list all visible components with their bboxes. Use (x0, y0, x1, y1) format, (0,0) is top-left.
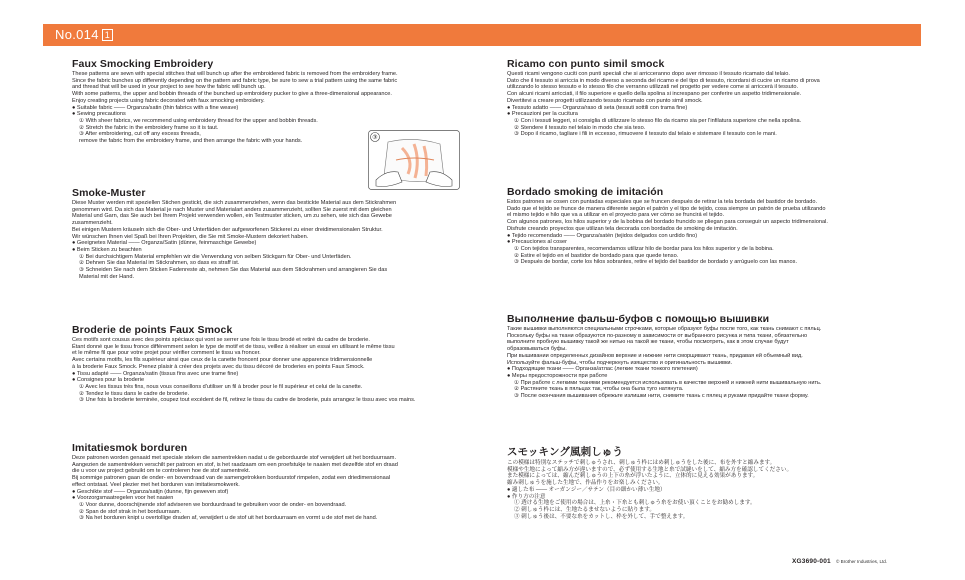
precaution-step: ③ Dopo il ricamo, tagliare i fili in eccesso, rimuovere il tessuto dal telaio e sistemare il tessuto con le mani. (514, 131, 777, 138)
precaution-step: ① Bei durchsichtigem Material empfehlen wir die Verwendung von selben Stickgarn für Ober- und Unterfäden. (79, 253, 352, 260)
section-title: スモッキング風刺しゅう (507, 446, 623, 458)
section-title: Ricamo con punto simil smock (507, 58, 665, 70)
section-title: Bordado smoking de imitación (507, 186, 664, 198)
body-text-line: Bei einigen Mustern kräuseln sich die Ober- und Unterfäden der aufgeworfenen Stickerei zu einer dreidimensionalen Struktur. (72, 226, 383, 233)
section-spanish (507, 186, 899, 266)
precaution-step: ② 刺しゅう枠には、生地たるませないように貼ります。 (514, 506, 655, 513)
precaution-step: ① 透ける生地をご使用の場合は、上糸・下糸とも刺しゅう糸をお使い頂くことをお勧めします。 (514, 500, 756, 507)
precaution-step: ③ Después de bordar, corte los hilos sobrantes, retire el tejido del bastidor de bordado y arrúguelo con las manos. (514, 259, 797, 266)
section-title: Imitatiesmok borduren (72, 442, 188, 454)
body-text-line: Используйте фальш-буфы, чтобы подчеркнуть изящество и оригинальность вышивки. (507, 359, 733, 366)
body-text-line: Enjoy creating projects using fabric decorated with faux smocking embroidery. (72, 97, 265, 104)
body-text-line: 縮み刺しゅうを施した生地で、作品作りをお楽しみください。 (507, 480, 664, 487)
precaution-step: ② Tendez le tissu dans le cadre de broderie. (79, 390, 190, 397)
precaution-step: ② Span de stof strak in het borduurraam. (79, 508, 182, 515)
precaution-step: ② Dehnen Sie das Material im Stickrahmen, so dass es straff ist. (79, 260, 240, 267)
body-text-line: et le même fil que pour votre projet pour vérifier comment le tissu va froncer. (72, 350, 261, 357)
precaution-step: Material mit der Hand. (79, 273, 135, 280)
step-marker-label: ③ (372, 135, 378, 141)
precaution-step: ② Растяните ткань в пяльцах так, чтобы она была туго натянута. (514, 386, 684, 393)
body-text-line: Deze patronen worden genaaid met speciale steken die samentrekken nadat u de geborduurde stof verwijdert uit het borduurraam. (72, 455, 397, 461)
document-code: XG3690-001 (792, 558, 831, 565)
precaution-step: ① Avec les tissus très fins, nous vous conseillons d'utiliser un fil à broder pour le fil supérieur et celui de la canette. (79, 383, 363, 390)
body-text-line: Divertitevi a creare progetti utilizzando tessuto ricamato con punto simil smock. (507, 97, 703, 104)
body-text-line: Avec certains motifs, les fils supérieur ainsi que ceux de la canette froncent pour donner une apparence tridimensionnelle (72, 357, 373, 364)
body-text-line: この模様は特別なステッチで刺しゅうされ、刺しゅう枠にはめ刺しゅうをした後に、布を外すと縮みます。 (507, 460, 776, 466)
precautions-heading: ● Precauzioni per la cucitura (507, 111, 578, 118)
section-russian (507, 313, 899, 400)
body-text-line: Dado que el tejido se frunce de manera diferente según el patrón y el tipo de tejido, cosa siempre un patrón de prueba utilizando (507, 205, 826, 212)
body-text-line: Con algunos patrones, los hilos superior y de la bobina del bordado fruncido se pliegan para conseguir un aspecto tridimensional. (507, 219, 828, 226)
body-text-line: Dato che il tessuto si arriccia in modo diverso a seconda del ricamo e del tipo di tessuto, ricordarsi di cucire un ricamo di prova (507, 77, 820, 84)
body-text-line: Estos patrones se cosen con puntadas especiales que se fruncen después de retirar la tela bordada del bastidor de bordado. (507, 199, 818, 205)
bunched-fabric-illustration (368, 130, 460, 190)
page-number-label: No.014 1 (55, 27, 113, 42)
body-text-line: Поскольку буфы на ткани образуются по-разному в зависимости от выбранного рисунка и типа ткани, обязательно (507, 332, 808, 339)
body-text-line: Wir wünschen Ihnen viel Spaß bei Ihren Projekten, die Sie mit Smoke-Mustern dekoriert haben. (72, 233, 309, 240)
body-text-line: Такие вышивки выполняются специальными строчками, которые образуют буфы после того, как ткань снимают с пяльц. (507, 326, 822, 332)
section-german (72, 187, 464, 280)
body-text-line: With some patterns, the upper and bobbin threads of the bunched up embroidery pucker to give a three-dimensional appearance. (72, 91, 392, 98)
section-french (72, 324, 464, 404)
precaution-step: ① Con tejidos transparentes, recomendamos utilizar hilo de bordar para los hilos superior y de la bobina. (514, 245, 774, 252)
body-text-line: Disfrute creando proyectos que utilizan tela decorada con bordados de smoking de imitación. (507, 225, 738, 232)
copyright-notice: © Brother Industries, Ltd. (836, 559, 888, 564)
section-japanese (507, 444, 899, 520)
suitable-fabric-line: ● Tessuto adatto —— Organza/raso di seta (tessuti sottili con trama fine) (507, 104, 688, 111)
body-text-line: 模様や生地によって縮み方が違いますので、必ず使用する生地と糸で試縫いをして、縮み方を確認してください。 (507, 466, 793, 473)
precaution-step: remove the fabric from the embroidery frame, and then arrange the fabric with your hands. (79, 138, 303, 145)
suitable-fabric-line: ● Geeignetes Material —— Organza/Satin (dünne, feinmaschige Gewebe) (72, 240, 257, 247)
body-text-line: Con alcuni ricami arricciati, il filo superiore e quello della spolina si increspano per conferire un aspetto tridimensionale. (507, 91, 802, 98)
body-text-line: effect ontstaat. Veel plezier met het borduren van imitatiesmokwerk. (72, 481, 240, 488)
precaution-step: ① При работе с легкими тканями рекомендуется использовать в качестве верхней и нижней нити вышивальную нить. (514, 379, 822, 386)
body-text-line: el mismo tejido e hilo que va a utilizar en el proyecto para ver cómo se fruncirá el tejido. (507, 212, 725, 219)
body-text-line: Diese Muster werden mit speziellen Stichen gestickt, die sich zusammenziehen, wenn das bestickte Material aus dem Stickrahmen (72, 200, 397, 206)
suitable-fabric-line: ● Подходящие ткани —— Органза/атлас (легкие ткани тонкого плетения) (507, 366, 698, 373)
precaution-step: ① Con i tessuti leggeri, si consiglia di utilizzare lo stesso filo da ricamo sia per l'infilatura superiore che nella spolina. (514, 117, 802, 124)
precaution-step: ③ Schneiden Sie nach dem Sticken Fadenreste ab, nehmen Sie das Material aus dem Stickrahmen und arrangieren Sie das (79, 267, 388, 274)
page-box-label: 1 (102, 29, 113, 41)
precautions-heading: ● Beim Sticken zu beachten (72, 246, 142, 253)
body-text-line: Étant donné que le tissu fronce différemment selon le type de motif et de tissu, veillez à réaliser un essai en utilisant le même tissu (72, 343, 395, 350)
body-text-line: die u voor uw project gebruikt om te controleren hoe de stof samentrekt. (72, 468, 251, 475)
precautions-heading: ● 作り方の注意 (507, 493, 546, 500)
precaution-step: ② Stendere il tessuto nel telaio in modo che sia teso. (514, 124, 646, 131)
suitable-fabric-line: ● Geschikte stof —— Organza/satijn (dunne, fijn geweven stof) (72, 488, 229, 495)
body-text-line: These patterns are sewn with special stitches that will bunch up after the embroidered fabric is removed from the embroidery frame. (72, 71, 398, 77)
body-text-line: Since the fabric bunches up differently depending on the pattern and fabric type, be sure to sew a trial pattern using the same fabric (72, 77, 398, 84)
precautions-heading: ● Consignes pour la broderie (72, 377, 145, 384)
section-dutch (72, 442, 464, 522)
page-header-bar (43, 24, 921, 46)
body-text-line: また模様によっては、縮んだ刺しゅうの上下の糸が浮いたように、立体的に見える効果があります。 (507, 473, 759, 480)
body-text-line: выполните пробную вышивку такой же нитью на такой же ткани, чтобы посмотреть, как в этом случае будут (507, 339, 789, 346)
section-title: Smoke-Muster (72, 187, 146, 199)
body-text-line: Material und Garn, das Sie auch bei Ihrem Projekt verwenden wollen, ein Testmuster sticken, um zu sehen, wie sich das Gewebe (72, 213, 392, 220)
body-text-line: Aangezien de samentrekken verschilt per patroon en stof, is het raadzaam om een proefstukje te naaien met dezelfde stof en draad (72, 461, 398, 468)
section-title: Faux Smocking Embroidery (72, 58, 214, 70)
body-text-line: utilizzando lo stesso tessuto e lo stesso filo che verranno utilizzati nel progetto per vedere come si arriccerà il tessuto. (507, 84, 799, 91)
precautions-heading: ● Sewing precautions (72, 111, 126, 118)
precaution-step: ③ 刺しゅう後は、不要な糸をカットし、枠を外して、手で整えます。 (514, 513, 689, 520)
precaution-step: ① With sheer fabrics, we recommend using embroidery thread for the upper and bobbin threads. (79, 117, 318, 124)
precaution-step: ② Estire el tejido en el bastidor de bordado para que quede tenso. (514, 252, 679, 259)
section-title: Broderie de points Faux Smock (72, 324, 233, 336)
precautions-heading: ● Voorzorgsmaatregelen voor het naaien (72, 495, 174, 502)
body-text-line: Ces motifs sont cousus avec des points spéciaux qui vont se serrer une fois le tissu brodé et retiré du cadre de broderie. (72, 337, 370, 343)
body-text-line: zusammenzieht. (72, 220, 113, 227)
body-text-line: При вышивании определенных дизайнов верхние и нижние нити сморщивают ткань, придавая ей объемный вид. (507, 352, 803, 359)
precautions-heading: ● Precauciones al coser (507, 239, 567, 246)
body-text-line: Questi ricami vengono cuciti con punti speciali che si arricceranno dopo aver rimosso il tessuto ricamato dal telaio. (507, 71, 790, 77)
precaution-step: ① Voor dunne, doorschijnende stof adviseren we borduurdraad te gebruiken voor de onder- en bovendraad. (79, 501, 347, 508)
precaution-step: ③ After embroidering, cut off any excess threads, (79, 131, 201, 138)
suitable-fabric-line: ● Tissu adapté —— Organza/satin (tissus fins avec une trame fine) (72, 370, 239, 377)
body-text-line: Bij sommige patronen gaan de onder- en bovendraad van de samengetrokken borduurstof rimpelen, zodat een driedimensionaal (72, 475, 391, 482)
body-text-line: à la broderie Faux Smock. Prenez plaisir à créer des projets avec du tissu décoré de broderies en points Faux Smock. (72, 363, 365, 370)
precautions-heading: ● Меры предосторожности при работе (507, 372, 608, 379)
suitable-fabric-line: ● Suitable fabric —— Organza/satin (thin fabrics with a fine weave) (72, 104, 239, 111)
precaution-step: ② Stretch the fabric in the embroidery frame so it is taut. (79, 124, 219, 131)
suitable-fabric-line: ● Tejido recomendado —— Organza/satén (tejidos delgados con urdido fino) (507, 232, 698, 239)
body-text-line: and thread that will be used in your project to see how the fabric will bunch up. (72, 84, 266, 91)
section-italian (507, 58, 899, 138)
body-text-line: образовываться буфы. (507, 346, 567, 353)
precaution-step: ③ После окончания вышивания обрежьте излишки нити, снимите ткань с пялец и руками придайте ткани форму. (514, 393, 809, 400)
body-text-line: genommen wird. Da sich das Material je nach Muster und Materialart anders zusammenzieht, sollten Sie zuerst mit dem gleichen (72, 206, 392, 213)
precaution-step: ③ Na het borduren knipt u overtollige draden af, verwijdert u de stof uit het borduurraam en vormt u de stof met de hand. (79, 515, 378, 522)
section-title: Выполнение фальш-буфов с помощью вышивки (507, 313, 770, 325)
precaution-step: ③ Une fois la broderie terminée, coupez tout excédent de fil, retirez le tissu du cadre de broderie, puis arrangez le tissu avec vos mains. (79, 397, 416, 404)
suitable-fabric-line: ● 適した布 —— オーガンジー／サテン（目の細かい薄い生地） (507, 486, 666, 493)
